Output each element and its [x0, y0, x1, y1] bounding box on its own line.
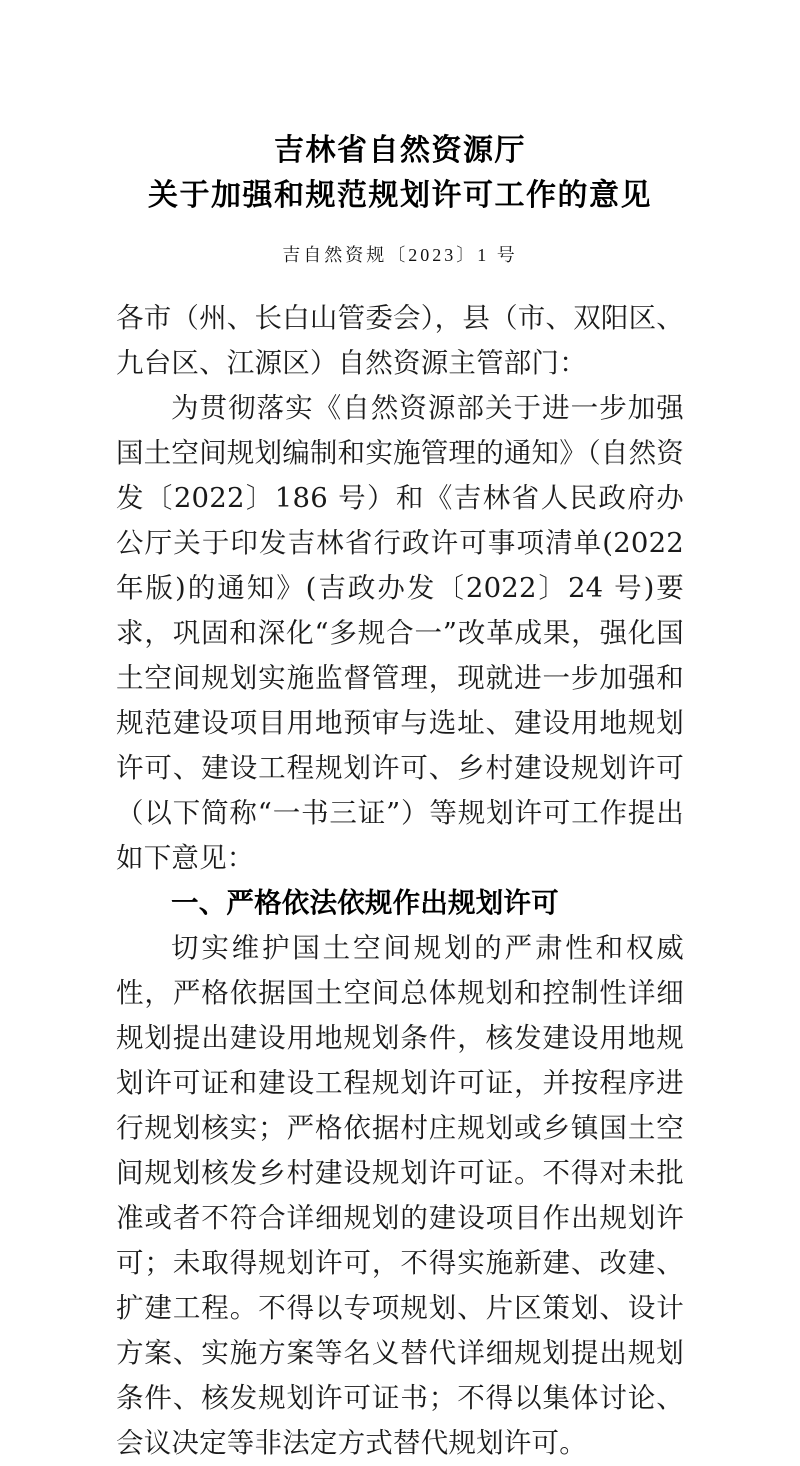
document-number: 吉自然资规〔2023〕1 号 [282, 245, 518, 265]
addressee-line: 各市（州、长白山管委会），县（市、双阳区、九台区、江源区）自然资源主管部门： [116, 302, 684, 379]
document-title-line-2: 关于加强和规范规划许可工作的意见 [148, 178, 652, 213]
section-body-1: 切实维护国土空间规划的严肃性和权威性，严格依据国土空间总体规划和控制性详细规划提出建设用地规划条件，核发建设用地规划许可证和建设工程规划许可证，并按程序进行规划核实；严格依据村庄规划或乡镇国土空间规划核发乡村建设规划许可证。不得对未批准或者不符合详细规划的建设项目作出规划许可；未取得规划许可，不得实施新建、改建、扩建工程。不得以专项规划、片区策划、设计方案、实施方案等名义替代详细规划提出规划条件、核发规划许可证书；不得以集体讨论、会议决定等非法定方式替代规划许可。 [116, 932, 684, 1459]
intro-paragraph: 为贯彻落实《自然资源部关于进一步加强国土空间规划编制和实施管理的通知》（自然资发〔2022〕186 号）和《吉林省人民政府办公厅关于印发吉林省行政许可事项清单(2022 年版)的通知》(吉政办发〔2022〕24 号)要求，巩固和深化“多规合一”改革成果，强化国土空间规划实施监督管理，现就进一步加强和规范建设项目用地预审与选址、建设用地规划许可、建设工程规划许可、乡村建设规划许可（以下简称“一书三证”）等规划许可工作提出如下意见： [116, 392, 684, 874]
section-heading-1: 一、严格依法依规作出规划许可 [171, 887, 559, 919]
document-title-line-1: 吉林省自然资源厅 [274, 133, 526, 168]
